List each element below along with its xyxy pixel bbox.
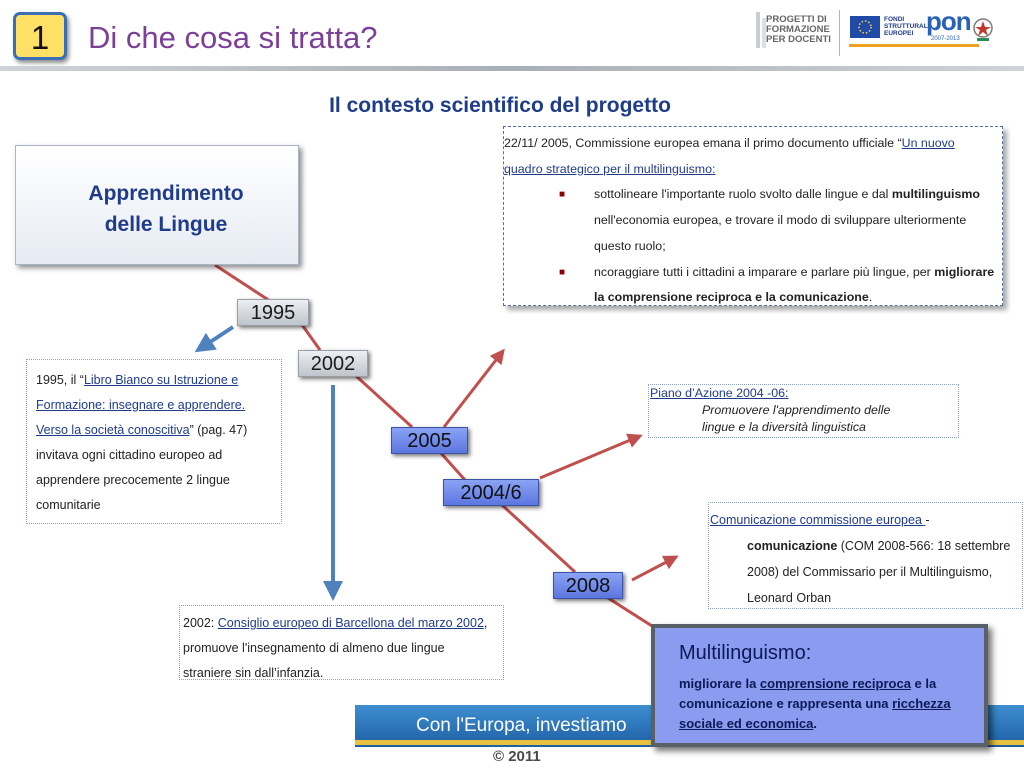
- multilinguismo-body: [679, 674, 974, 734]
- bullet-item: [504, 182, 996, 259]
- slide-title: Di che cosa si tratta?: [88, 20, 378, 55]
- bullet2-bold: migliorare la comprensione reciproca e la comunicazione: [594, 264, 995, 305]
- piano-line-1: Promuovere l'apprendimento delle: [702, 403, 891, 417]
- square-bullet-icon: ■: [559, 266, 566, 278]
- box-1995-suffix: ” (pag. 47) invitava ogni cittadino europeo ad apprendere precocemente 2 lingue comunitarie: [36, 423, 248, 512]
- info-box-2005: [503, 126, 1003, 306]
- logo-line-1: PROGETTI DI: [766, 14, 827, 25]
- multi-text-1: migliorare la: [679, 676, 760, 691]
- box-2005-intro: 22/11/ 2005, Commissione europea emana il primo documento ufficiale “: [504, 136, 902, 150]
- pon-logo-years: 2007-2013: [931, 36, 960, 42]
- year-label-2008: 2008: [553, 572, 623, 599]
- timeline-segment: [300, 322, 320, 350]
- timeline-segment: [502, 505, 575, 572]
- info-box-comunicazione: [708, 502, 1023, 609]
- multi-underline-2: ricchezza sociale ed economica: [679, 696, 951, 731]
- bullet1-bold: multilinguismo: [891, 187, 980, 202]
- arrow-to-piano-box: [540, 436, 640, 478]
- box-2002-prefix: 2002:: [183, 616, 218, 630]
- square-bullet-icon: ■: [559, 189, 566, 201]
- multi-text-3: .: [813, 716, 818, 731]
- comunicazione-link[interactable]: Comunicazione commissione europea: [710, 513, 926, 527]
- info-box-1995: [26, 359, 282, 524]
- fondi-logo-text: FONDI STRUTTURALI EUROPEI: [884, 16, 930, 37]
- bullet-item: [504, 260, 996, 311]
- timeline-segment: [215, 265, 270, 301]
- pon-logo-text: pon: [926, 6, 971, 36]
- arrow-to-1995-box: [198, 327, 233, 350]
- box-1995-prefix: 1995, il “: [36, 373, 84, 387]
- info-box-piano-azione: [648, 384, 959, 438]
- piano-azione-link[interactable]: Piano d’Azione 2004 -06:: [650, 386, 789, 400]
- quadro-strategico-link[interactable]: Un nuovo quadro strategico per il multilinguismo:: [504, 136, 955, 176]
- timeline-segment: [608, 598, 652, 626]
- logo-line-2: FORMAZIONE: [766, 24, 830, 35]
- year-label-2004-6: 2004/6: [443, 479, 539, 506]
- year-label-1995: 1995: [237, 299, 309, 326]
- comm-dash: -: [925, 513, 930, 527]
- multilinguismo-title: Multilinguismo:: [679, 642, 812, 664]
- copyright-text: © 2011: [493, 748, 541, 765]
- consiglio-barcellona-link[interactable]: Consiglio europeo di Barcellona del marzo 2002: [217, 616, 484, 630]
- libro-bianco-link[interactable]: Libro Bianco su Istruzione e Formazione: insegnare e apprendere. Verso la società conoscitiva: [36, 373, 246, 437]
- timeline-segment: [355, 375, 412, 427]
- multi-text-2: e la comunicazione e rappresenta una: [679, 676, 937, 711]
- multilinguismo-box: [651, 624, 988, 747]
- box-2002-suffix: , promuove l'insegnamento di almeno due lingue straniere sin dall’infanzia.: [183, 616, 488, 680]
- timeline-segment: [440, 452, 465, 480]
- bullet2-text-c: .: [868, 290, 873, 305]
- section-subtitle: Il contesto scientifico del progetto: [329, 94, 671, 117]
- concept-title: Apprendimento delle Lingue: [88, 182, 244, 236]
- info-box-2002: [179, 605, 504, 680]
- logo-line-3: PER DOCENTI: [766, 34, 831, 45]
- comm-text: (COM 2008-566: 18 settembre 2008) del Commissario per il Multilinguismo, Leonard Orban: [747, 539, 1011, 605]
- slide-number: 1: [30, 19, 50, 56]
- footer-slogan: Con l'Europa, investiamo: [416, 715, 627, 736]
- bullet2-text-a: ncoraggiare tutti i cittadini a imparare e parlare più lingue, per: [594, 264, 935, 279]
- comm-bold: comunicazione: [747, 539, 838, 553]
- bullet1-text-a: sottolineare l'importante ruolo svolto dalle lingue e dal: [594, 187, 892, 202]
- year-label-2005: 2005: [391, 427, 468, 454]
- bullet1-text-c: nell'economia europea, e trovare il modo di sviluppare ulteriormente questo ruolo;: [594, 213, 967, 253]
- piano-line-2: lingue e la diversità linguistica: [702, 420, 866, 434]
- arrow-to-comm-box: [632, 557, 676, 580]
- year-label-2002: 2002: [298, 350, 368, 377]
- arrow-to-2005-box: [444, 351, 503, 427]
- multi-underline-1: comprensione reciproca: [759, 676, 911, 691]
